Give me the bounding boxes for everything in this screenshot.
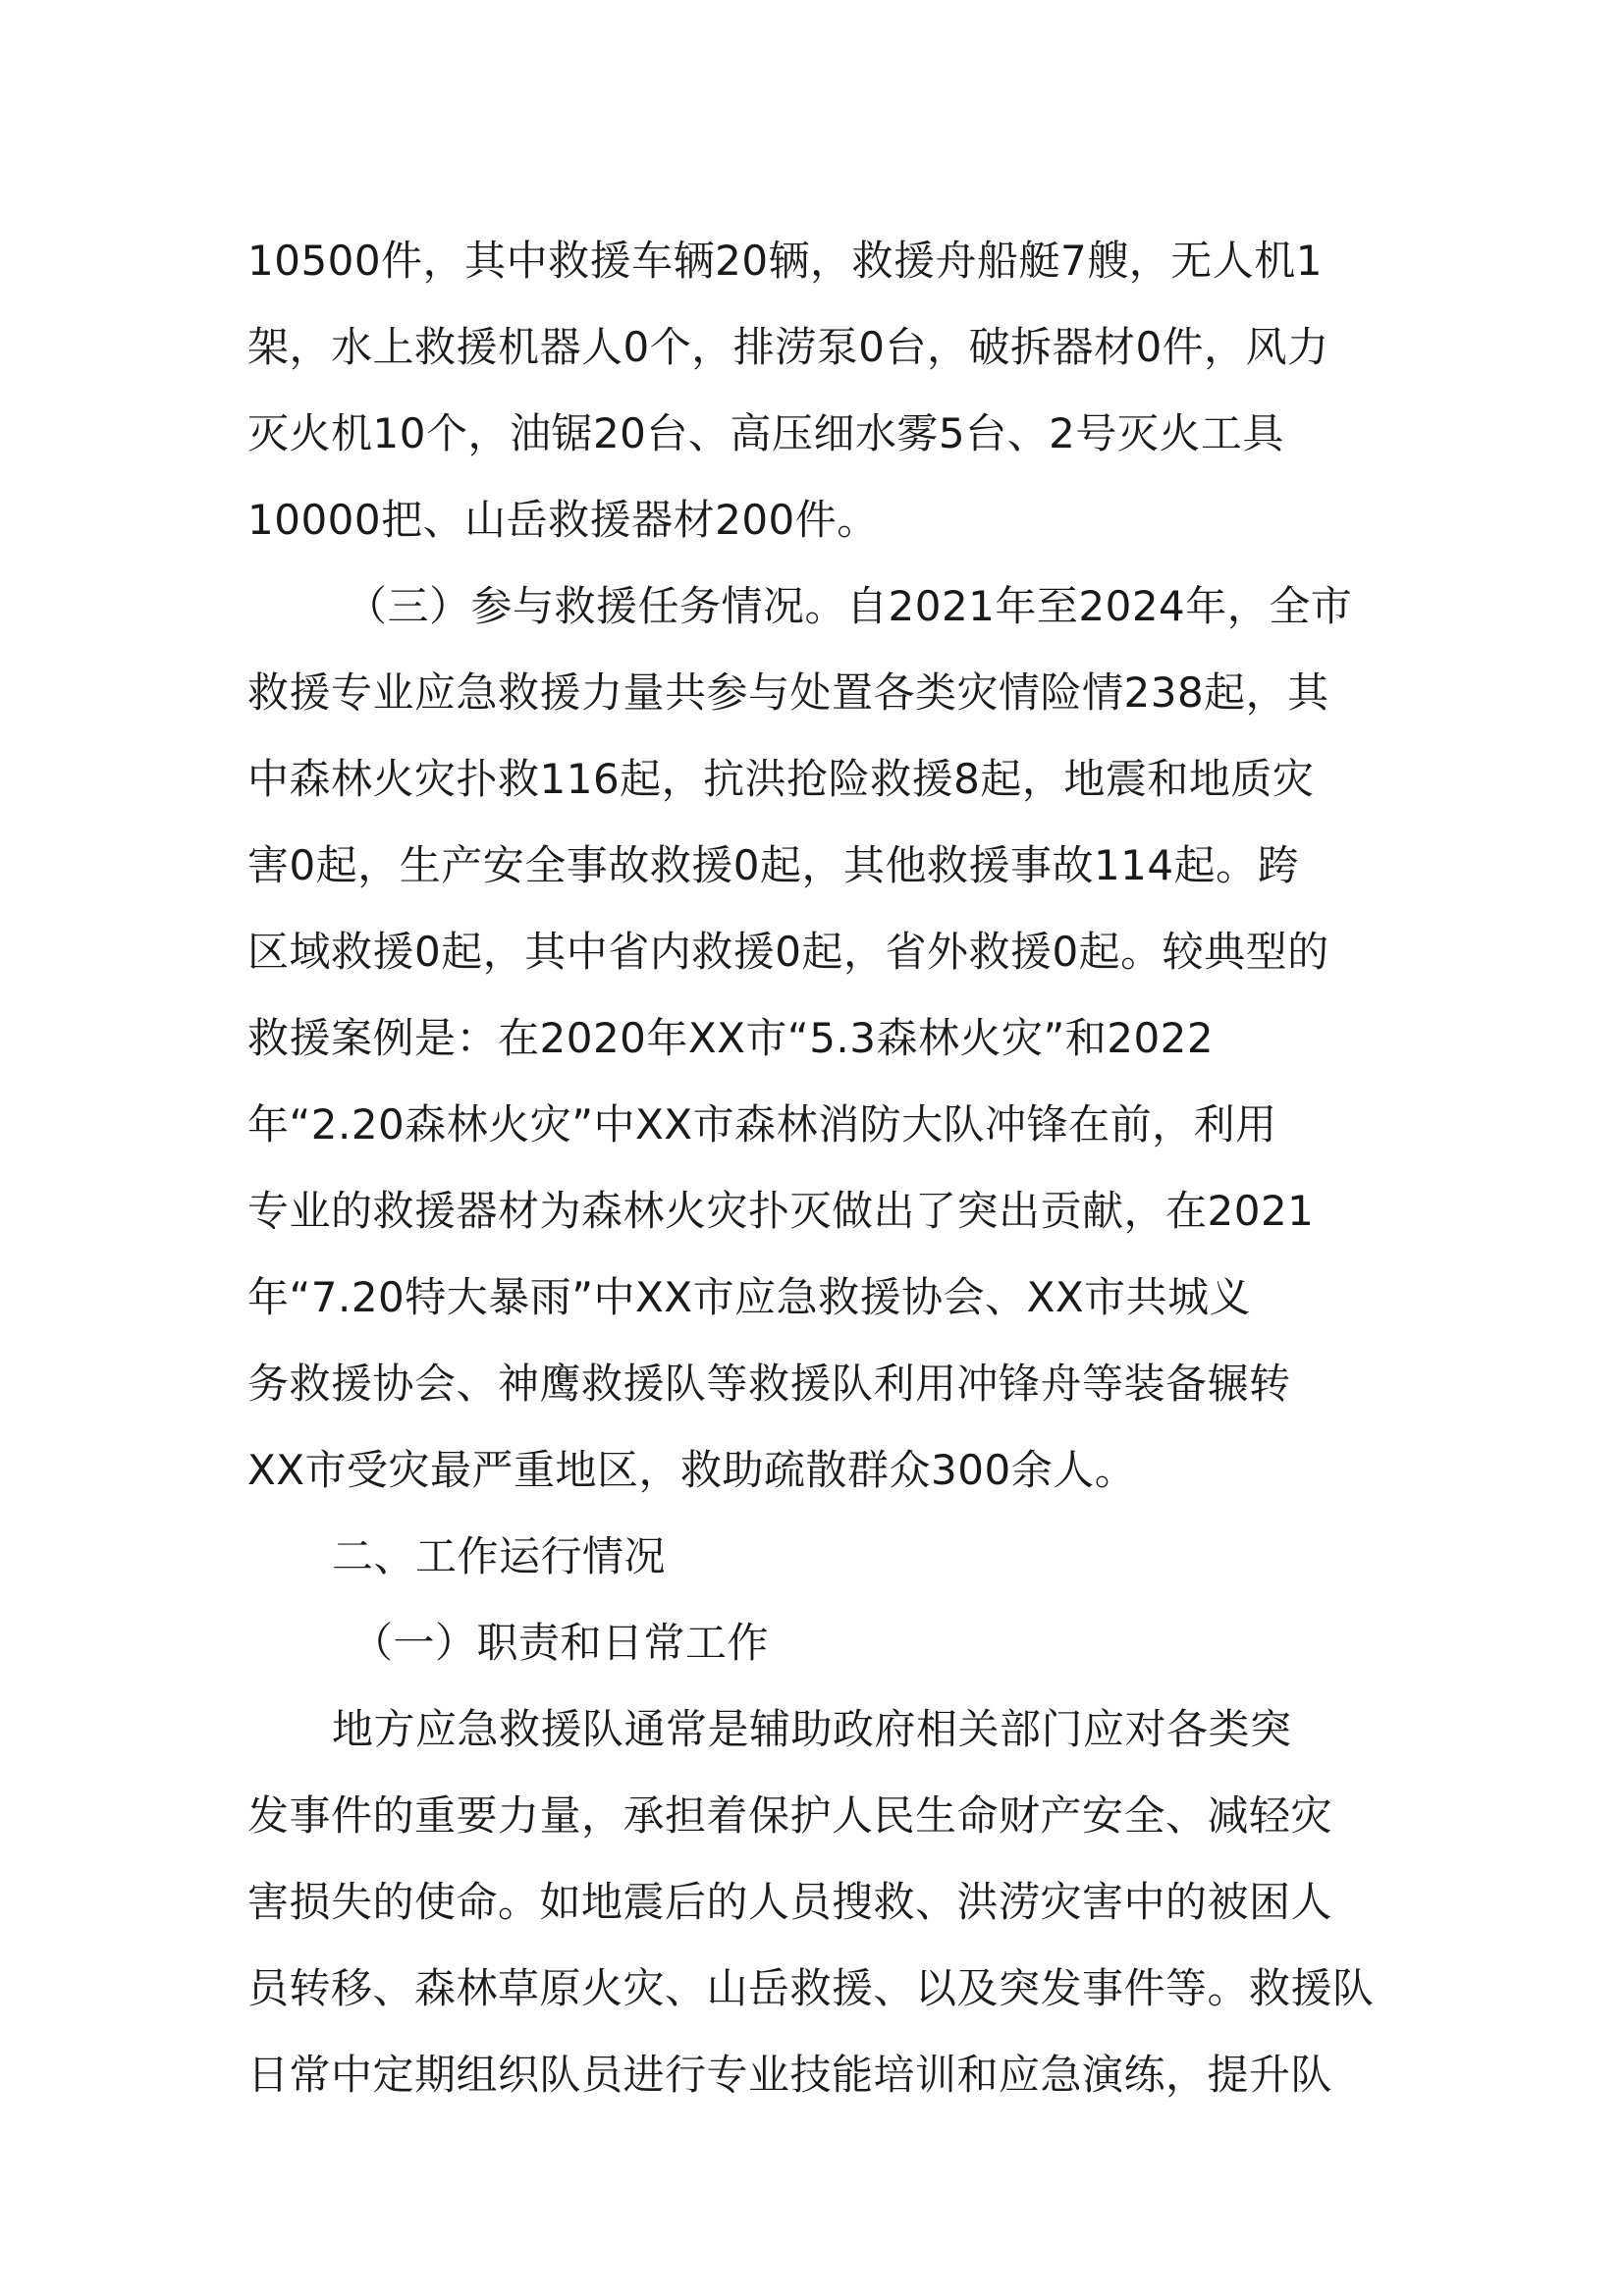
paragraph-line: 年“7.20特大暴雨”中XX市应急救援协会、XX市共城义: [247, 1273, 1252, 1321]
paragraph-line: 10000把、山岳救援器材200件。: [247, 496, 879, 544]
paragraph-line: 害损失的使命。如地震后的人员搜救、洪涝灾害中的被困人: [247, 1878, 1333, 1926]
paragraph-line: 专业的救援器材为森林火灾扑灭做出了突出贡献，在2021: [247, 1187, 1315, 1235]
subsection-heading: （一）职责和日常工作: [352, 1619, 770, 1667]
paragraph-line: 灭火机10个，油锯20台、高压细水雾5台、2号灭火工具: [247, 409, 1284, 457]
section-heading: 二、工作运行情况: [332, 1532, 667, 1580]
paragraph-line: 日常中定期组织队员进行专业技能培训和应急演练，提升队: [247, 2051, 1333, 2099]
paragraph-line: 发事件的重要力量，承担着保护人民生命财产安全、减轻灾: [247, 1791, 1333, 1840]
paragraph-line: 10500件，其中救援车辆20辆，救援舟船艇7艘，无人机1: [247, 237, 1323, 285]
paragraph-line: （三）参与救援任务情况。自2021年至2024年，全市: [346, 582, 1353, 630]
paragraph-line: 中森林火灾扑救116起，抗洪抢险救援8起，地震和地质灾: [247, 755, 1315, 803]
paragraph-line: 救援案例是：在2020年XX市“5.3森林火灾”和2022: [247, 1014, 1215, 1062]
paragraph-line: XX市受灾最严重地区，救助疏散群众300余人。: [247, 1446, 1137, 1494]
paragraph-line: 地方应急救援队通常是辅助政府相关部门应对各类突: [332, 1705, 1292, 1753]
paragraph-line: 务救援协会、神鹰救援队等救援队利用冲锋舟等装备辗转: [247, 1360, 1291, 1408]
paragraph-line: 员转移、森林草原火灾、山岳救援、以及突发事件等。救援队: [247, 1964, 1375, 2012]
paragraph-line: 架，水上救援机器人0个，排涝泵0台，破拆器材0件，风力: [247, 323, 1329, 371]
paragraph-line: 救援专业应急救援力量共参与处置各类灾情险情238起，其: [247, 668, 1329, 717]
paragraph-line: 区域救援0起，其中省内救援0起，省外救援0起。较典型的: [247, 928, 1329, 976]
paragraph-line: 年“2.20森林火灾”中XX市森林消防大队冲锋在前，利用: [247, 1100, 1277, 1148]
paragraph-line: 害0起，生产安全事故救援0起，其他救援事故114起。跨: [247, 841, 1300, 889]
